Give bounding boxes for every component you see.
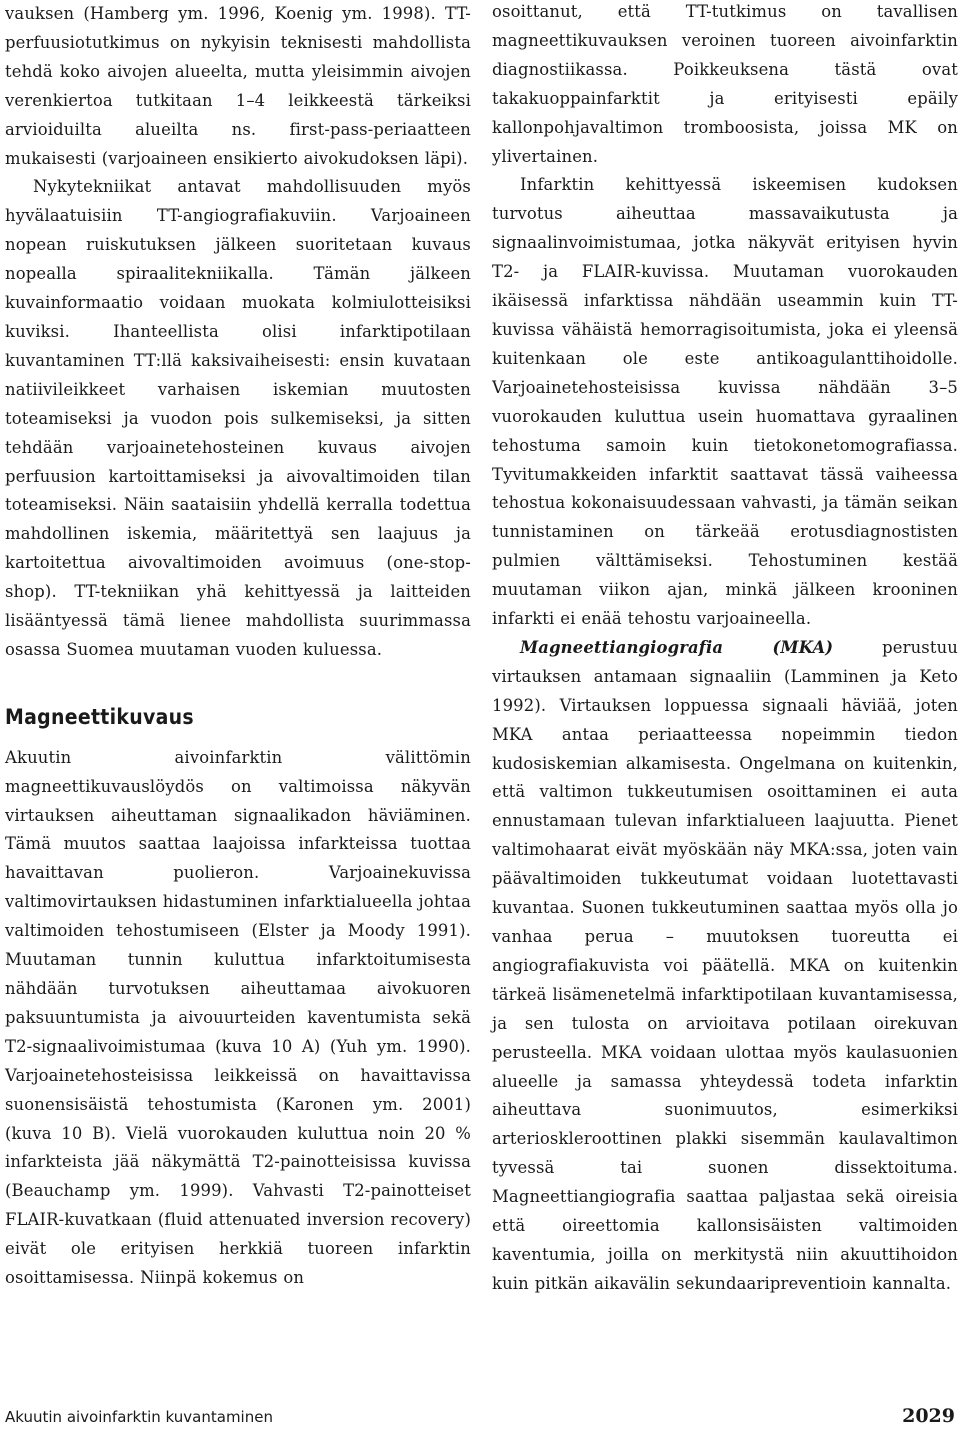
- section-heading-magneettikuvaus: Magneettikuvaus: [5, 704, 194, 729]
- running-title: Akuutin aivoinfarktin kuvantaminen: [5, 1408, 273, 1426]
- page-number: 2029: [902, 1405, 955, 1427]
- left-paragraph-2: Nykytekniikat antavat mahdollisuuden myös hyvälaatuisiin TT-angiografiakuviin. Varjoaineen nopean ruiskutuksen jälkeen suoritetaan kuvaus nopealla spiraalitekniikalla. Tämän jälkeen kuvainformaatio voidaan muokata kolmiulotteisiksi kuviksi. Ihanteellista olisi infarktipotilaan kuvantaminen TT:llä kaksivaiheisesti: ensin kuvataan natiivileikkeet varhaisen iskemian muutosten toteamiseksi ja vuodon pois sulkemiseksi, ja sitten tehdään varjoainetehosteinen kuvaus aivojen perfuusion kartoittamiseksi ja aivovaltimoiden tilan toteamiseksi. Näin saataisiin yhdellä kerralla todettua mahdollinen iskemia, määritettyä sen laajuus ja kartoitettua aivovaltimoiden avoimuus (one-stop-shop). TT-tekniikan yhä kehittyessä ja laitteiden lisääntyessä tämä lienee mahdollista suurimmassa osassa Suomea muutaman vuoden kuluessa.: [5, 177, 471, 659]
- right-paragraph-3: [492, 634, 958, 1299]
- right-paragraph-1: osoittanut, että TT-tutkimus on tavallisen magneettikuvauksen veroinen tuoreen aivoinfarktin diagnostiikassa. Poikkeuksena tästä ovat takakuoppainfarktit ja erityisesti epäily kallonpohjavaltimon tromboosista, joissa MK on ylivertainen.: [492, 2, 958, 166]
- right-column: [492, 0, 958, 1299]
- right-paragraph-2: Infarktin kehittyessä iskeemisen kudoksen turvotus aiheuttaa massavaikutusta ja signaalinvoimistumaa, jotka näkyvät erityisen hyvin T2- ja FLAIR-kuvissa. Muutaman vuorokauden ikäisessä infarktissa nähdään useammin kuin TT-kuvissa vähäistä hemorragisoitumista, joka ei yleensä kuitenkaan ole este antikoagulanttihoidolle. Varjoainetehosteisissa kuvissa nähdään 3–5 vuorokauden kuluttua usein huomattava gyraalinen tehostuma samoin kuin tietokonetomografiassa. Tyvitumakkeiden infarktit saattavat tässä vaiheessa tehostua kokonaisuudessaan vahvasti, ja tämän seikan tunnistaminen on tärkeää erotusdiagnostisten pulmien välttämiseksi. Tehostuminen kestää muutaman viikon ajan, minkä jälkeen krooninen infarkti ei enää tehostu varjoaineella.: [492, 175, 958, 629]
- mka-lead-term: Magneettiangiografia (MKA): [520, 637, 834, 657]
- left-column: [5, 0, 471, 1293]
- right-paragraph-3-body: perustuu virtauksen antamaan signaaliin (Lamminen ja Keto 1992). Virtauksen loppuessa signaali häviää, joten MKA antaa periaatteessa nopeimmin tiedon kudosiskemian alkamisesta. Ongelmana on kuitenkin, että valtimon tukkeutumisen osoittaminen ei auta ennustamaan tulevan infarktialueen laajuutta. Pienet valtimohaarat eivät myöskään näy MKA:ssa, joten vain päävaltimoiden tukkeutumat voidaan luotettavasti kuvantaa. Suonen tukkeutuminen saattaa myös olla jo vanhaa perua – muutoksen tuoreutta ei angiografiakuvista voi päätellä. MKA on kuitenkin tärkeä lisämenetelmä infarktipotilaan kuvantamisessa, ja sen tulosta on arvioitava potilaan oirekuvan perusteella. MKA voidaan ulottaa myös kaulasuonien alueelle ja samassa yhteydessä todeta infarktin aiheuttava suonimuutos, esimerkiksi arterioskleroottinen plakki sisemmän kaulavaltimon tyvessä tai suonen dissektoituma. Magneettiangiografia saattaa paljastaa sekä oireisia että oireettomia kallonsisäisten valtimoiden kaventumia, joilla on merkitystä niin akuuttihoidon kuin pitkän aikavälin sekundaaripreventioin kannalta.: [492, 637, 958, 1293]
- left-paragraph-3: Akuutin aivoinfarktin välittömin magneettikuvauslöydös on valtimoissa näkyvän virtauksen aiheuttaman signaalikadon häviäminen. Tämä muutos saattaa laajoissa infarkteissa tuottaa havaittavan puolieron. Varjoainekuvissa valtimovirtauksen hidastuminen infarktialueella johtaa valtimoiden tehostumiseen (Elster ja Moody 1991). Muutaman tunnin kuluttua infarktoitumisesta nähdään turvotuksen aiheuttamaa aivokuoren paksuuntumista ja aivouurteiden kaventumista sekä T2-signaalivoimistumaa (kuva 10 A) (Yuh ym. 1990). Varjoainetehosteisissa leikkeissä on havaittavissa suonensisäistä tehostumista (Karonen ym. 2001) (kuva 10 B). Vielä vuorokauden kuluttua noin 20 % infarkteista jää näkymättä T2-painotteisissa kuvissa (Beauchamp ym. 1999). Vahvasti T2-painotteiset FLAIR-kuvatkaan (fluid attenuated inversion recovery) eivät ole erityisen herkkiä tuoreen infarktin osoittamisessa. Niinpä kokemus on: [5, 747, 471, 1288]
- left-paragraph-1: vauksen (Hamberg ym. 1996, Koenig ym. 1998). TT-perfuusiotutkimus on nykyisin teknisesti mahdollista tehdä koko aivojen alueelta, mutta yleisimmin aivojen verenkiertoa tutkitaan 1–4 leikkeestä tärkeiksi arvioiduilta alueilta ns. first-pass-periaatteen mukaisesti (varjoaineen ensikierto aivokudoksen läpi).: [5, 4, 471, 168]
